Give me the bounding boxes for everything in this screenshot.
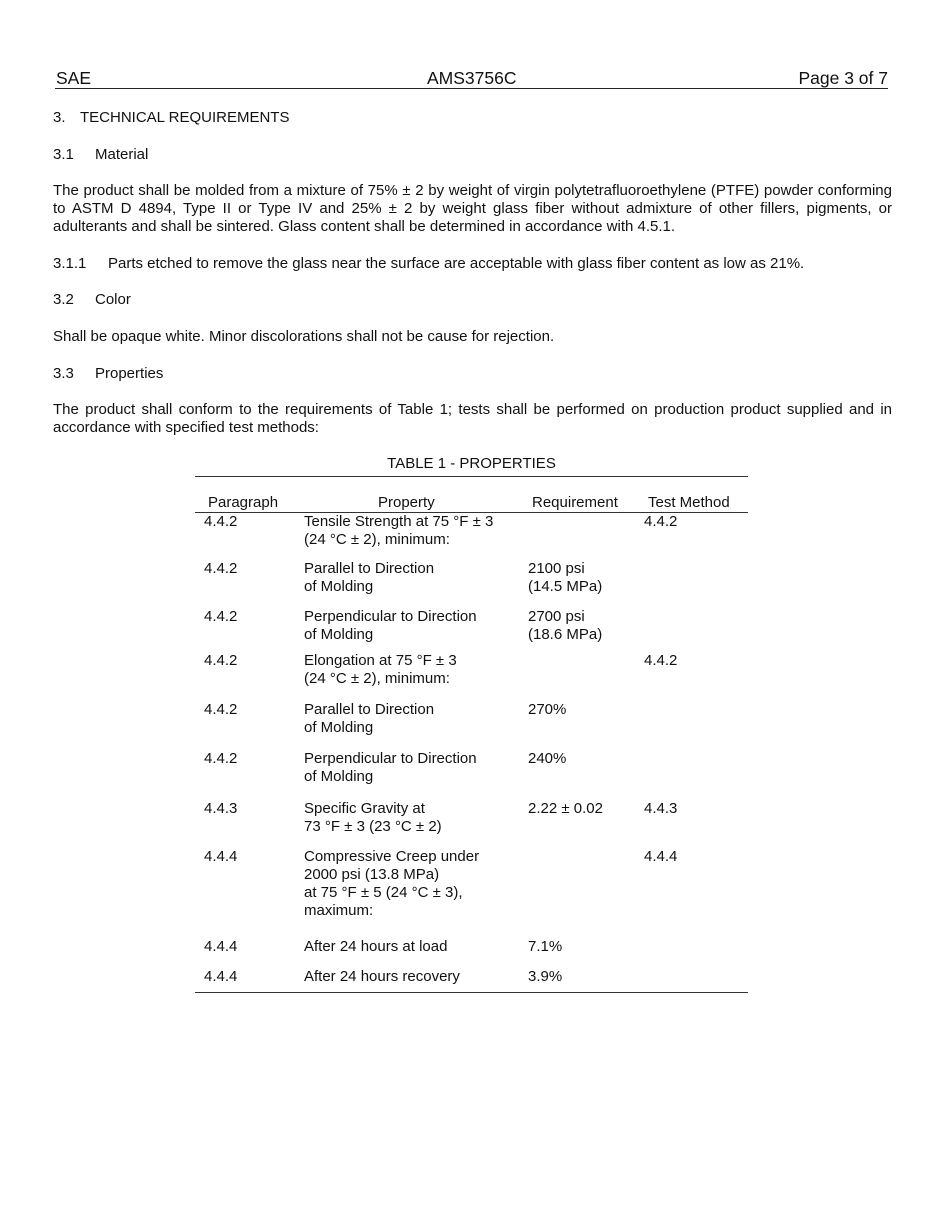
table-cell-paragraph: 4.4.4 (204, 938, 238, 955)
table-cell-property (304, 701, 434, 737)
header-page-number: Page 3 of 7 (798, 68, 888, 88)
table-cell-requirement-line: 240% (528, 750, 567, 767)
table-cell-property-line: Elongation at 75 °F ± 3 (304, 652, 457, 669)
section-number: 3.1 (53, 146, 74, 163)
table-cell-requirement (528, 560, 602, 596)
table-cell-requirement-line: 3.9% (528, 968, 563, 985)
table-cell-property-line: Compressive Creep under (304, 848, 480, 865)
table-cell-property-line: (24 °C ± 2), minimum: (304, 531, 450, 548)
table-cell-test-method: 4.4.4 (644, 848, 678, 865)
table-title: TABLE 1 - PROPERTIES (387, 455, 556, 472)
table-cell-property (304, 750, 477, 786)
table-cell-requirement-line: 2.22 ± 0.02 (528, 800, 603, 817)
table-cell-property (304, 608, 477, 644)
table-cell-requirement (528, 968, 562, 986)
table-top-rule (195, 476, 748, 477)
table-cell-property-line: Specific Gravity at (304, 800, 425, 817)
table-cell-property-line: 73 °F ± 3 (23 °C ± 2) (304, 818, 442, 835)
table-cell-property-line: (24 °C ± 2), minimum: (304, 670, 450, 687)
table-cell-paragraph: 4.4.2 (204, 513, 238, 530)
page-header (55, 68, 888, 89)
table-cell-paragraph: 4.4.2 (204, 701, 238, 718)
table-cell-property-line: After 24 hours at load (304, 938, 448, 955)
table-cell-property-line: of Molding (304, 719, 374, 736)
table-cell-property (304, 513, 493, 549)
table-cell-paragraph: 4.4.2 (204, 560, 238, 577)
table-cell-property-line: maximum: (304, 902, 374, 919)
table-header-test-method: Test Method (648, 494, 730, 511)
table-cell-requirement-line: 2100 psi (528, 560, 585, 577)
table-cell-requirement-line: 270% (528, 701, 567, 718)
table-cell-test-method: 4.4.2 (644, 513, 678, 530)
table-cell-requirement-line: (14.5 MPa) (528, 578, 603, 595)
section-3-3-paragraph: The product shall conform to the requirements of Table 1; tests shall be performed on production product supplied and in accordance with specified test methods: (53, 401, 892, 436)
table-cell-requirement-line: 2700 psi (528, 608, 585, 625)
table-cell-property-line: Perpendicular to Direction (304, 750, 477, 767)
table-cell-property (304, 938, 447, 956)
section-3-2-paragraph: Shall be opaque white. Minor discolorations shall not be cause for rejection. (53, 328, 555, 345)
table-cell-property-line: Tensile Strength at 75 °F ± 3 (304, 513, 494, 530)
section-3-1-heading (53, 146, 148, 164)
section-number: 3. (53, 109, 66, 126)
table-cell-requirement (528, 701, 566, 719)
table-cell-paragraph: 4.4.4 (204, 848, 238, 865)
table-cell-property-line: at 75 °F ± 5 (24 °C ± 3), (304, 884, 463, 901)
section-title: Color (95, 291, 131, 308)
table-cell-property-line: After 24 hours recovery (304, 968, 460, 985)
table-cell-paragraph: 4.4.2 (204, 750, 238, 767)
table-cell-property (304, 800, 442, 836)
table-cell-requirement (528, 608, 602, 644)
section-number: 3.1.1 (53, 255, 87, 272)
section-title: Properties (95, 365, 164, 382)
table-header-property: Property (378, 494, 435, 511)
table-header-requirement: Requirement (532, 494, 618, 511)
table-cell-property-line: 2000 psi (13.8 MPa) (304, 866, 440, 883)
table-cell-property (304, 848, 479, 920)
table-cell-requirement-line: (18.6 MPa) (528, 626, 603, 643)
table-cell-test-method: 4.4.2 (644, 652, 678, 669)
table-cell-paragraph: 4.4.4 (204, 968, 238, 985)
section-3-1-1 (53, 255, 804, 273)
table-cell-requirement (528, 938, 562, 956)
table-bottom-rule (195, 992, 748, 993)
section-text: Parts etched to remove the glass near the surface are acceptable with glass fiber content as low as 21%. (108, 255, 805, 272)
table-cell-property-line: of Molding (304, 768, 374, 785)
table-cell-paragraph: 4.4.3 (204, 800, 238, 817)
table-cell-property-line: Parallel to Direction (304, 560, 435, 577)
table-cell-paragraph: 4.4.2 (204, 608, 238, 625)
section-number: 3.2 (53, 291, 74, 308)
table-cell-requirement (528, 800, 603, 818)
section-3-heading (53, 109, 289, 127)
table-cell-property-line: Parallel to Direction (304, 701, 435, 718)
header-doc-number: AMS3756C (427, 68, 517, 88)
section-title: TECHNICAL REQUIREMENTS (80, 109, 290, 126)
table-cell-property (304, 968, 460, 986)
table-cell-requirement (528, 750, 566, 768)
section-3-1-paragraph: The product shall be molded from a mixture of 75% ± 2 by weight of virgin polytetrafluoroethylene (PTFE) powder conforming to ASTM D 4894, Type II or Type IV and 25% ± 2 by weight glass fiber without admixture of other fillers, pigments, or adulterants and shall be sintered. Glass content shall be determined in accordance with 4.5.1. (53, 182, 892, 235)
table-cell-paragraph: 4.4.2 (204, 652, 238, 669)
table-cell-property-line: Perpendicular to Direction (304, 608, 477, 625)
table-header-paragraph: Paragraph (208, 494, 279, 511)
section-number: 3.3 (53, 365, 74, 382)
header-org: SAE (56, 68, 92, 88)
section-3-3-heading (53, 365, 163, 383)
table-cell-property-line: of Molding (304, 626, 374, 643)
table-cell-test-method: 4.4.3 (644, 800, 678, 817)
table-cell-property (304, 560, 434, 596)
section-3-2-heading (53, 291, 131, 309)
section-title: Material (95, 146, 149, 163)
table-cell-property-line: of Molding (304, 578, 374, 595)
table-cell-requirement-line: 7.1% (528, 938, 563, 955)
table-cell-property (304, 652, 457, 688)
